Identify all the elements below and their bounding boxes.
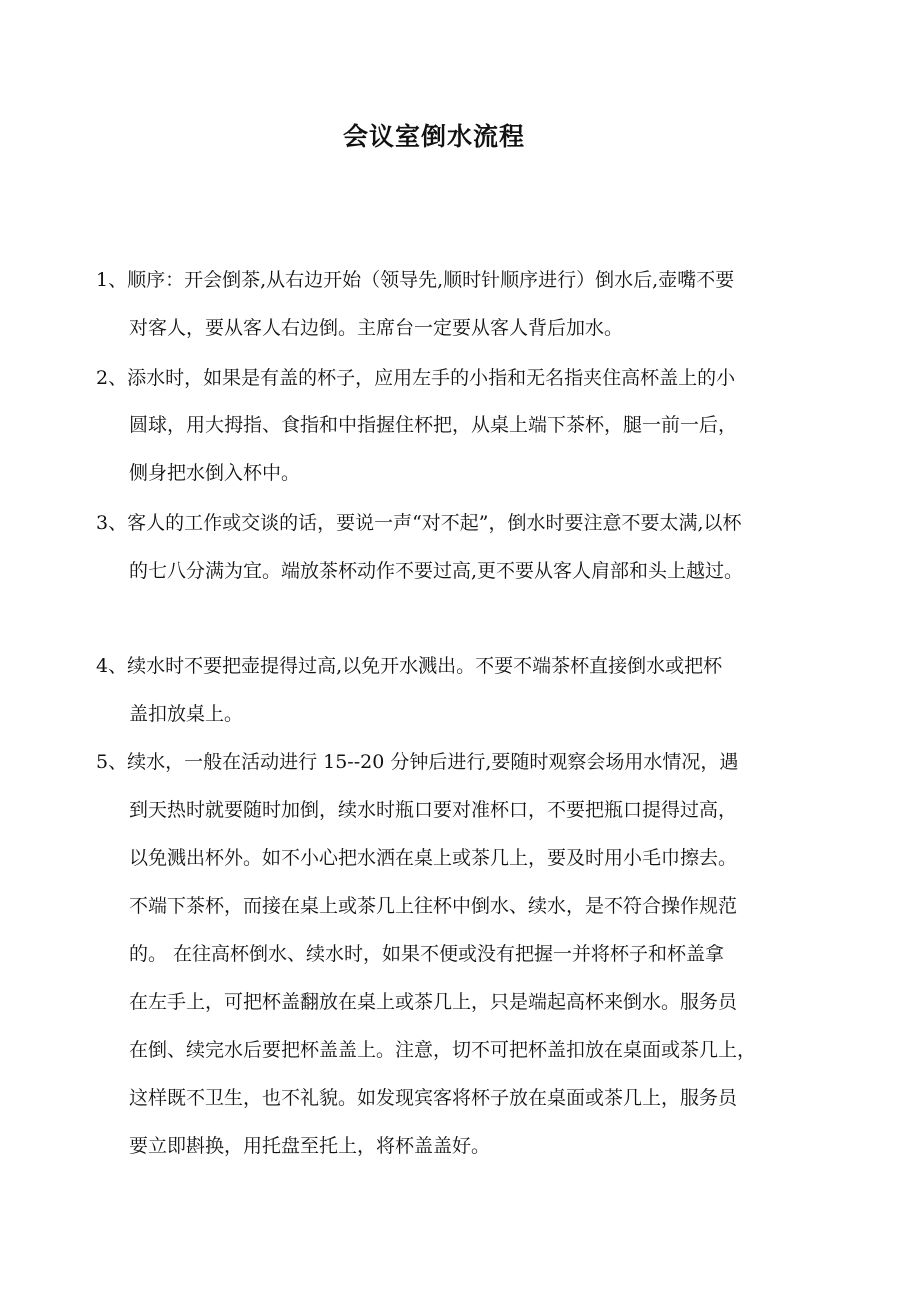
item-text-line: 的七八分满为宜。端放茶杯动作不要过高,更不要从客人肩部和头上越过。 (129, 560, 744, 582)
page-title: 会议室倒水流程 (342, 122, 525, 151)
item-text-line: 添水时，如果是有盖的杯子，应用左手的小指和无名指夹住高杯盖上的小 (127, 367, 736, 389)
item-text-line: 不端下茶杯，而接在桌上或茶几上往杯中倒水、续水，是不符合操作规范 (129, 895, 738, 917)
item-text-line: 以免溅出杯外。如不小心把水洒在桌上或茶几上，要及时用小毛巾擦去。 (129, 847, 738, 869)
item-text-line: 对客人，要从客人右边倒。主席台一定要从客人背后加水。 (129, 317, 624, 339)
item-text-line: 在倒、续完水后要把杯盖盖上。注意，切不可把杯盖扣放在桌面或茶几上， (129, 1039, 757, 1061)
item-3-first-line (96, 511, 742, 535)
item-1-first-line (96, 268, 734, 292)
item-number: 3、 (96, 512, 128, 534)
item-2-first-line (96, 366, 735, 390)
item-text-line: 要立即斟换，用托盘至托上，将杯盖盖好。 (129, 1135, 491, 1157)
item-text-line: 盖扣放桌上。 (129, 703, 244, 725)
item-text-line: 的。 在往高杯倒水、续水时，如果不便或没有把握一并将杯子和杯盖拿 (129, 943, 725, 965)
item-number: 2、 (96, 367, 128, 389)
item-number: 4、 (96, 655, 128, 677)
item-text-line: 客人的工作或交谈的话，要说一声“对不起”，倒水时要注意不要太满,以杯 (127, 512, 742, 534)
item-text-line: 续水时不要把壶提得过高,以免开水溅出。不要不端茶杯直接倒水或把杯 (127, 655, 723, 677)
item-text-line: 顺序：开会倒茶,从右边开始（领导先,顺时针顺序进行）倒水后,壶嘴不要 (127, 269, 735, 291)
item-text-line: 在左手上，可把杯盖翻放在桌上或茶几上，只是端起高杯来倒水。服务员 (129, 991, 738, 1013)
item-text-line: 到天热时就要随时加倒，续水时瓶口要对准杯口，不要把瓶口提得过高， (129, 799, 738, 821)
item-5-first-line (96, 750, 738, 774)
item-text-line: 续水，一般在活动进行 15--20 分钟后进行,要随时观察会场用水情况，遇 (127, 751, 739, 773)
item-text-line: 侧身把水倒入杯中。 (129, 462, 301, 484)
item-4-first-line (96, 654, 722, 678)
item-number: 5、 (96, 751, 128, 773)
item-text-line: 圆球，用大拇指、食指和中指握住杯把，从桌上端下茶杯，腿一前一后， (129, 414, 738, 436)
item-text-line: 这样既不卫生，也不礼貌。如发现宾客将杯子放在桌面或茶几上，服务员 (129, 1087, 738, 1109)
item-number: 1、 (96, 269, 128, 291)
